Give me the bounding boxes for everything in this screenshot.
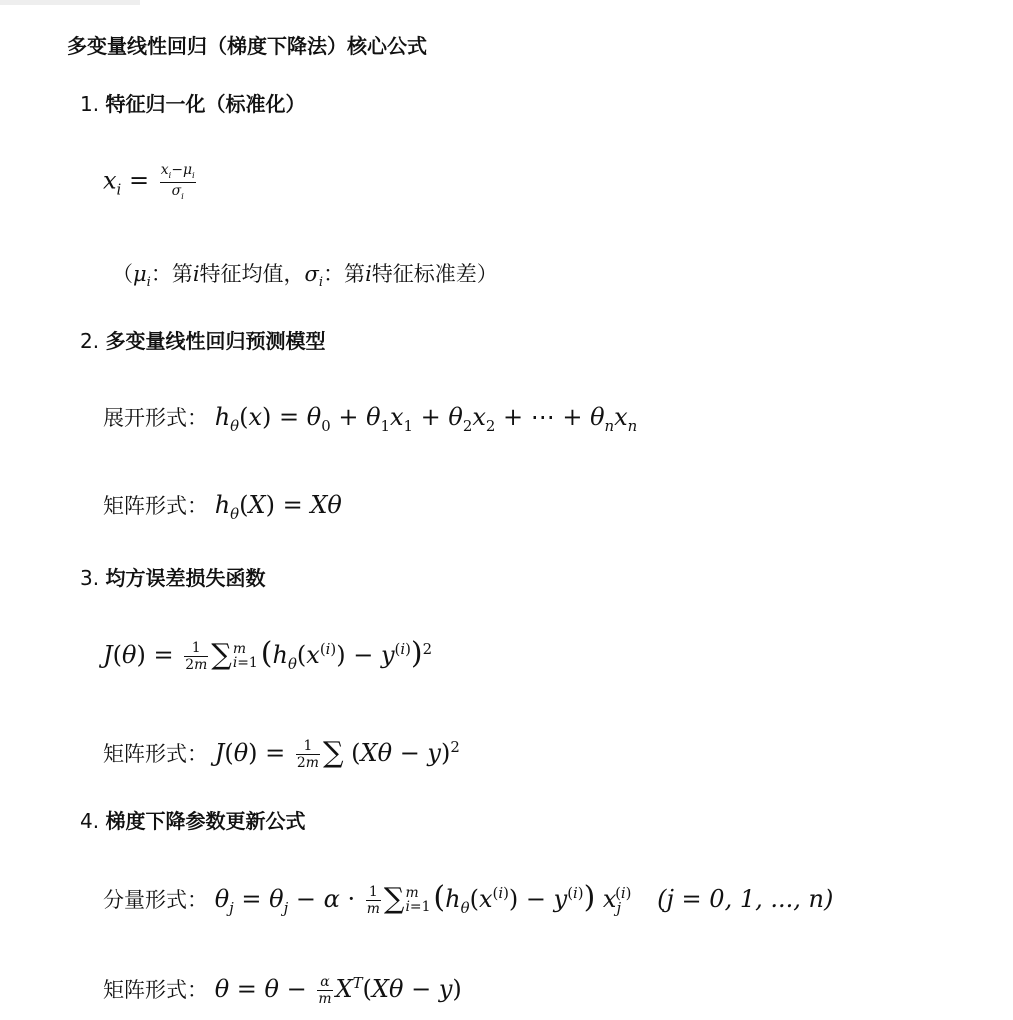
fraction: $\frac{x_i-\mu_i}{\sigma_i}$ [160, 162, 195, 202]
section-1-heading [80, 88, 305, 117]
formula-update-matrix: 矩阵形式： θ = θ − $\frac{\alpha}{m}$ $X^T(X\theta - y)$ [103, 974, 462, 1007]
fraction: $\frac{1}{2m}$ [296, 738, 319, 771]
sum-limits: m i=1 [232, 640, 258, 671]
label-component: 分量形式： [103, 888, 208, 912]
section-3-heading [80, 562, 265, 591]
formula-update-component: 分量形式： $\theta_j = \theta_j - \alpha$ · $\frac{1}{m}$ ∑ m i=1 $(h_\theta(x^{(i)}) - y^{(i)})$ $x_j^{(i)}$ (j = 0, 1, ..., n) [103, 880, 834, 917]
formula-normalization: $x_i$ = $\frac{x_i-\mu_i}{\sigma_i}$ [103, 162, 195, 202]
section-title: 均方误差损失函数 [105, 566, 266, 590]
page-title: 多变量线性回归（梯度下降法）核心公式 [67, 34, 427, 58]
fraction: $\frac{1}{2m}$ [185, 640, 208, 673]
section-title: 梯度下降参数更新公式 [105, 809, 306, 833]
label-matrix: 矩阵形式： [103, 742, 208, 766]
section-2-heading [80, 325, 325, 354]
label-matrix: 矩阵形式： [103, 978, 208, 1002]
section-number: 1. [80, 92, 100, 116]
top-strip [0, 0, 140, 5]
label-expanded: 展开形式： [103, 406, 208, 430]
formula-model-matrix: 矩阵形式： $h_\theta(X) = X\theta$ [103, 491, 342, 523]
sum-limits: m i=1 [405, 884, 431, 915]
normalization-note: （$\mu_i$：第i特征均值，$\sigma_i$：第i特征标准差） [112, 262, 498, 291]
section-title: 多变量线性回归预测模型 [105, 329, 326, 353]
section-number: 4. [80, 809, 100, 833]
fraction: $\frac{1}{m}$ [366, 884, 380, 917]
section-number: 2. [80, 329, 100, 353]
fraction: $\frac{\alpha}{m}$ [318, 974, 332, 1007]
formula-model-expanded: 展开形式： $h_\theta(x) = \theta_0 + \theta_1x_1 + \theta_2x_2$ + ⋯ + $\theta_nx_n$ [103, 403, 638, 435]
section-number: 3. [80, 566, 100, 590]
section-title: 特征归一化（标准化） [105, 92, 306, 116]
j-range: (j = 0, 1, ..., n) [657, 885, 834, 913]
label-matrix: 矩阵形式： [103, 494, 208, 518]
formula-loss: J(θ) = $\frac{1}{2m}$ ∑ m i=1 $(h_\theta(x^{(i)}) - y^{(i)})^2$ [103, 636, 433, 673]
section-4-heading [80, 805, 305, 834]
formula-loss-matrix: 矩阵形式： J(θ) = $\frac{1}{2m}$ ∑ $(X\theta - y)^2$ [103, 735, 460, 771]
